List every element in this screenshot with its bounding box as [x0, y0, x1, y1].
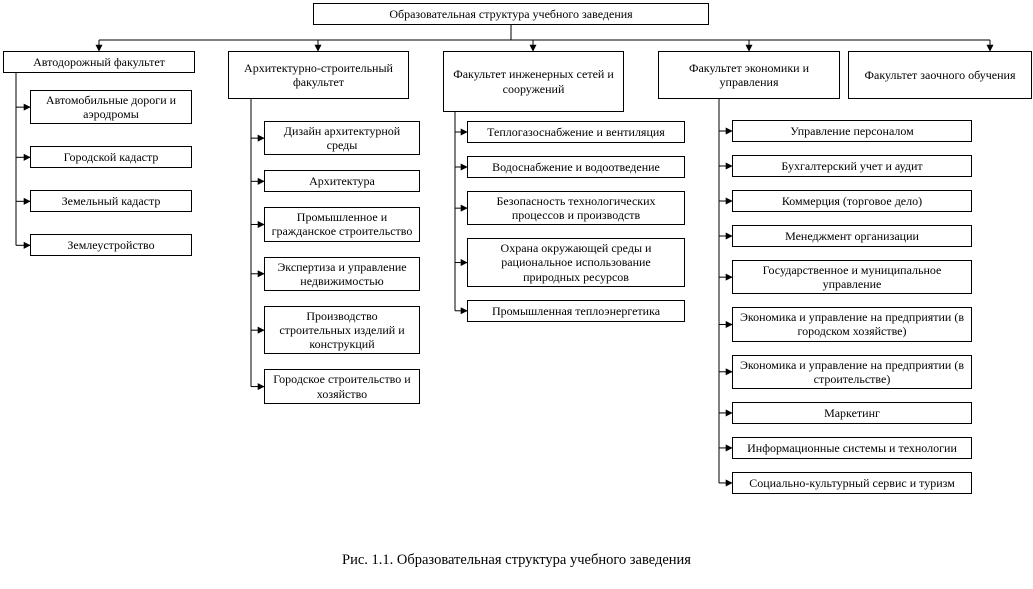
department-label: Менеджмент организации: [785, 228, 919, 243]
department-label: Экономика и управление на предприятии (в строительстве): [739, 357, 965, 386]
department-node: [264, 257, 420, 291]
department-node: [732, 190, 972, 212]
department-label: Производство строительных изделий и конструкций: [279, 308, 405, 352]
department-node: [467, 191, 685, 225]
department-node: [732, 225, 972, 247]
department-label: Земельный кадастр: [61, 194, 161, 209]
department-node: [264, 207, 420, 241]
department-label: Промышленное и гражданское строительство: [271, 210, 413, 239]
faculty-node: [848, 51, 1032, 99]
department-label: Водоснабжение и водоотведение: [492, 159, 660, 174]
department-node: [30, 146, 192, 168]
department-node: [264, 306, 420, 354]
department-node: [467, 300, 685, 322]
department-node: [732, 120, 972, 142]
department-node: [732, 155, 972, 177]
department-label: Землеустройство: [67, 238, 155, 253]
figure-caption: Рис. 1.1. Образовательная структура учебного заведения: [342, 552, 691, 568]
department-node: [732, 260, 972, 294]
faculty-label: Факультет инженерных сетей и сооружений: [453, 67, 614, 96]
faculty-label: Автодорожный факультет: [33, 54, 165, 69]
root-node: [313, 3, 709, 25]
department-node: [264, 369, 420, 403]
faculty-node: [658, 51, 840, 99]
department-node: [732, 472, 972, 494]
department-label: Государственное и муниципальное управление: [762, 263, 942, 292]
department-label: Коммерция (торговое дело): [781, 193, 923, 208]
department-node: [467, 156, 685, 178]
root-label: Образовательная структура учебного заведения: [389, 6, 633, 21]
department-label: Дизайн архитектурной среды: [283, 124, 401, 153]
department-label: Теплогазоснабжение и вентиляция: [487, 124, 665, 139]
department-node: [732, 355, 972, 389]
faculty-label: Факультет экономики и управления: [688, 60, 809, 89]
department-list: [732, 120, 972, 494]
department-label: Городской кадастр: [63, 150, 159, 165]
faculty-node: [228, 51, 409, 99]
department-list: [467, 121, 685, 322]
department-label: Промышленная теплоэнергетика: [491, 303, 661, 318]
department-label: Маркетинг: [824, 405, 880, 420]
department-label: Социально-культурный сервис и туризм: [749, 475, 955, 490]
department-label: Бухгалтерский учет и аудит: [781, 158, 923, 173]
department-node: [732, 307, 972, 341]
department-label: Городское строительство и хозяйство: [273, 372, 411, 401]
department-node: [467, 121, 685, 143]
faculty-label: Архитектурно-строительный факультет: [244, 60, 393, 89]
department-label: Информационные системы и технологии: [747, 440, 957, 455]
department-node: [264, 170, 420, 192]
department-label: Безопасность технологических процессов и производств: [496, 194, 656, 223]
department-node: [732, 437, 972, 459]
department-label: Экономика и управление на предприятии (в городском хозяйстве): [739, 310, 965, 339]
department-label: Архитектура: [309, 174, 375, 189]
department-label: Охрана окружающей среды и рациональное использование природных ресурсов: [500, 241, 652, 284]
faculty-label: Факультет заочного обучения: [864, 67, 1016, 82]
department-label: Автомобильные дороги и аэродромы: [45, 93, 177, 122]
department-node: [30, 90, 192, 124]
department-node: [732, 402, 972, 424]
department-node: [264, 121, 420, 155]
department-node: [467, 238, 685, 286]
department-list: [30, 90, 192, 256]
department-list: [264, 121, 420, 404]
department-node: [30, 234, 192, 256]
department-label: Экспертиза и управление недвижимостью: [277, 259, 407, 288]
faculty-node: [3, 51, 195, 73]
faculty-node: [443, 51, 624, 112]
department-node: [30, 190, 192, 212]
department-label: Управление персоналом: [790, 123, 914, 138]
